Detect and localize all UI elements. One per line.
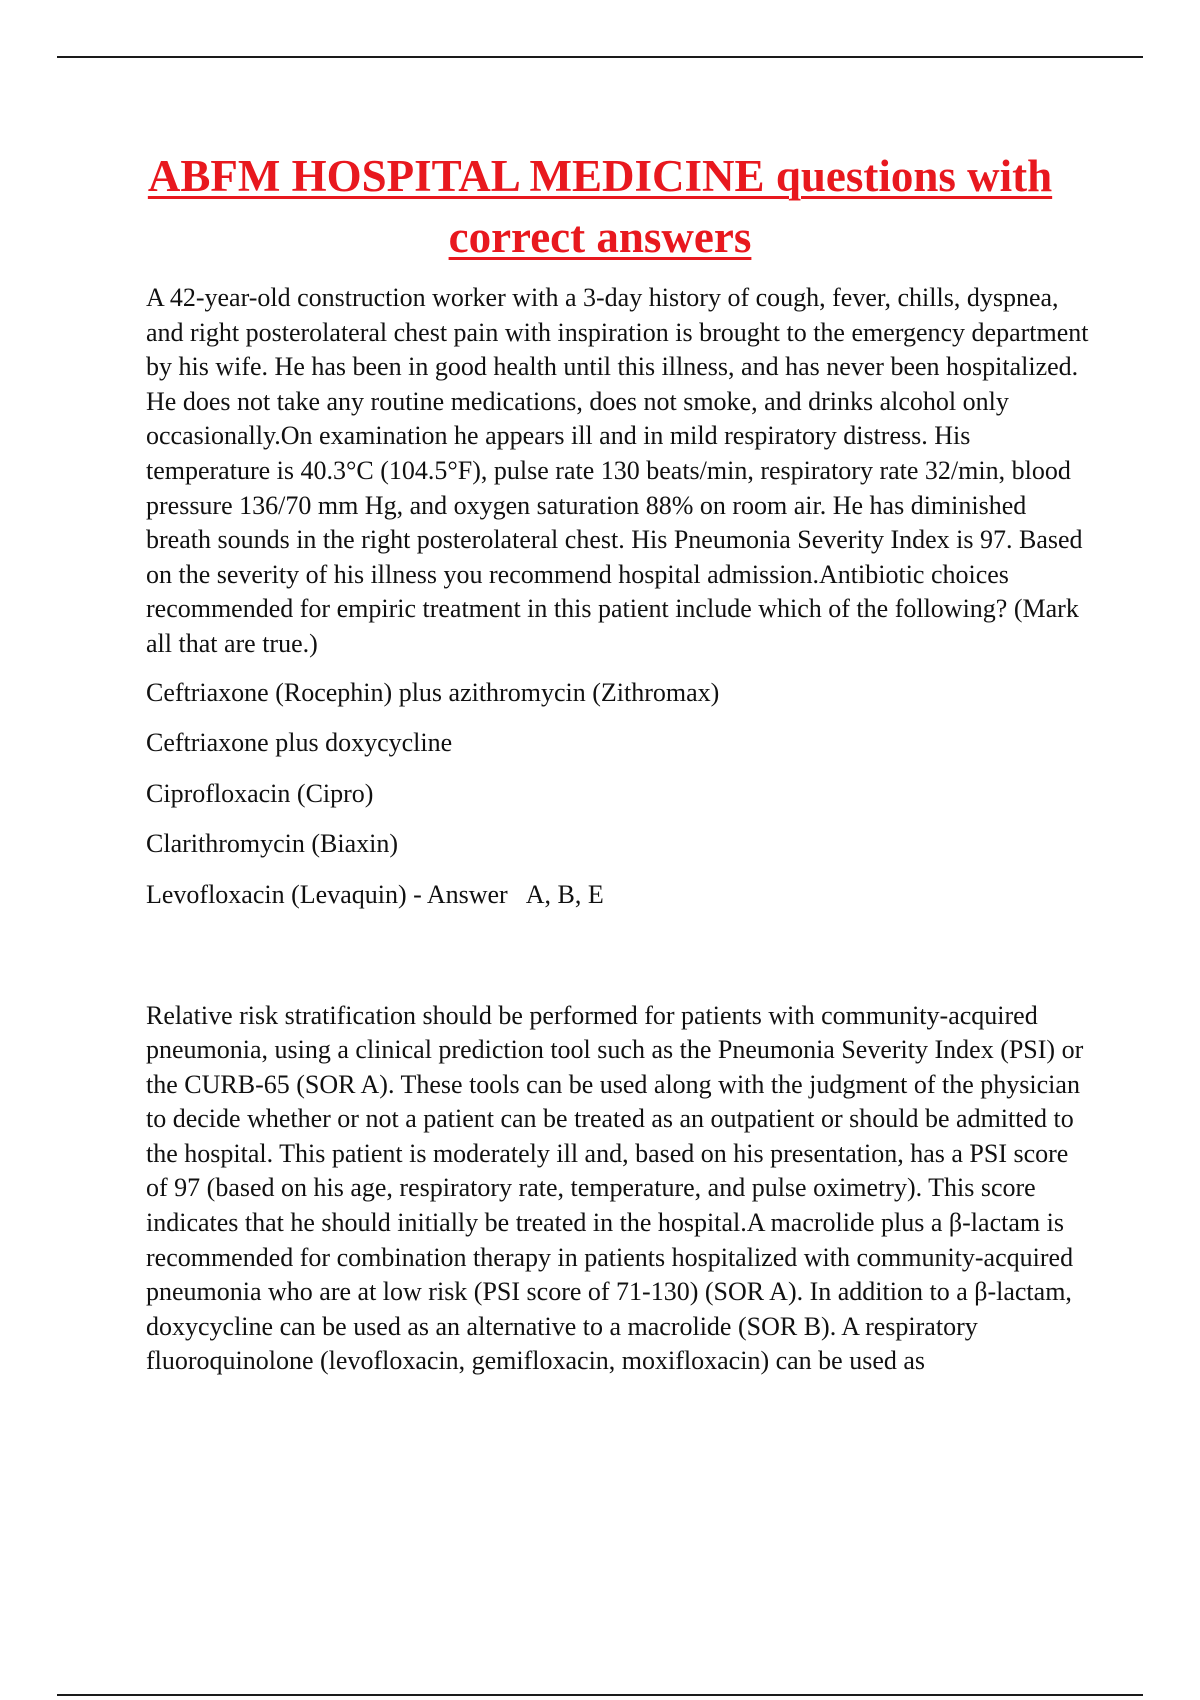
section-spacer <box>146 929 1096 999</box>
option-a: Ceftriaxone (Rocephin) plus azithromycin (Zithromax) <box>146 677 720 707</box>
document-title: ABFM HOSPITAL MEDICINE questions with correct answers <box>147 151 1053 262</box>
explanation-text: Relative risk stratification should be performed for patients with community-acquired pneumonia, using a clinical prediction tool such as the Pneumonia Severity Index (PSI) or the CURB-65 (SOR A). These tools can be used along with the judgment of the physician to decide whether or not a patient can be treated as an outpatient or should be admitted to the hospital. This patient is moderately ill and, based on his presentation, has a PSI score of 97 (based on his age, respiratory rate, temperature, and pulse oximetry). This score indicates that he should initially be treated in the hospital.A macrolide plus a β-lactam is recommended for combination therapy in patients hospitalized with community-acquired pneumonia who are at low risk (PSI score of 71-130) (SOR A). In addition to a β-lactam, doxycycline can be used as an alternative to a macrolide (SOR B). A respiratory fluoroquinolone (levofloxacin, gemifloxacin, moxifloxacin) can be used as <box>146 1000 1084 1376</box>
document-body <box>146 281 1096 1379</box>
question-text: A 42-year-old construction worker with a 3-day history of cough, fever, chills, dyspnea, and right posterolateral chest pain with inspiration is brought to the emergency department by his wife. He has been in good health until this illness, and has never been hospitalized. He does not take any routine medications, does not smoke, and drinks alcohol only occasionally.On examination he appears ill and in mild respiratory distress. His temperature is 40.3°C (104.5°F), pulse rate 130 beats/min, respiratory rate 32/min, blood pressure 136/70 mm Hg, and oxygen saturation 88% on room air. He has diminished breath sounds in the right posterolateral chest. His Pneumonia Severity Index is 97. Based on the severity of his illness you recommend hospital admission.Antibiotic choices recommended for empiric treatment in this patient include which of the following? (Mark all that are true.) <box>146 283 1089 658</box>
option-b: Ceftriaxone plus doxycycline <box>146 728 453 758</box>
option-c: Ciprofloxacin (Cipro) <box>146 778 374 808</box>
header-rule <box>57 56 1143 58</box>
option-d: Clarithromycin (Biaxin) <box>146 829 399 859</box>
footer-rule <box>57 1694 1143 1696</box>
option-e-with-answer <box>146 878 1096 913</box>
answer-value: A, B, E <box>525 879 604 909</box>
option-e: Levofloxacin (Levaquin) - Answer <box>146 879 508 909</box>
